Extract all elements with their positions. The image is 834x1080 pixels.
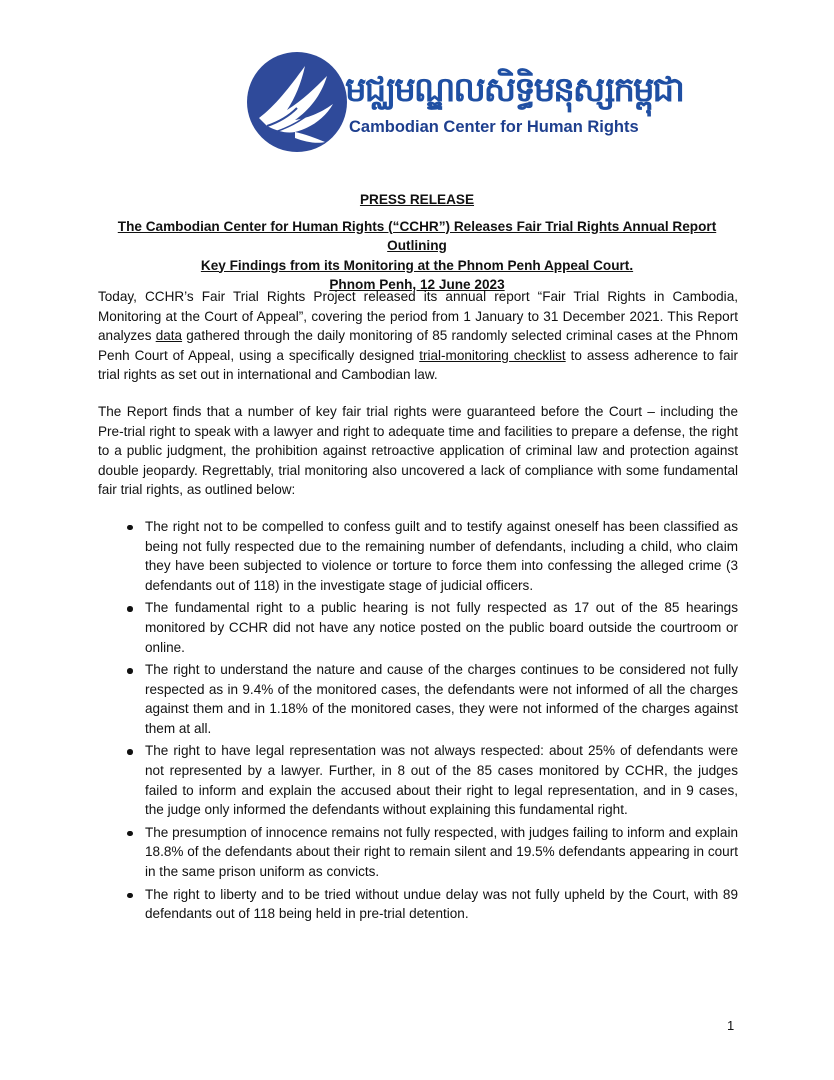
intro-text-2: gathered through the daily monitoring of 85 randomly selected criminal cases at the Phnom Penh Court of Appeal, using a specifically designed (98, 328, 738, 363)
list-item-text: The presumption of innocence remains not fully respected, with judges failing to inform and explain 18.8% of the defendants about their right to remain silent and 19.5% defendants appearing in court in the same prison uniform as convicts. (145, 824, 738, 880)
bullet-icon (127, 606, 133, 612)
list-item (98, 741, 738, 819)
list-item (98, 823, 738, 882)
list-item-text: The right to liberty and to be tried without undue delay was not fully upheld by the Court, with 89 defendants out of 118 being held in pre-trial detention. (145, 886, 738, 922)
list-item (98, 885, 738, 924)
headline-line-1: The Cambodian Center for Human Rights (“CCHR”) Releases Fair Trial Rights Annual Report Outlining (117, 218, 717, 253)
headline-line-2: Key Findings from its Monitoring at the Phnom Penh Appeal Court. (200, 257, 634, 273)
list-item (98, 517, 738, 595)
findings-list (98, 517, 738, 924)
list-item (98, 660, 738, 738)
press-release-body (98, 287, 738, 927)
dove-emblem-icon (245, 48, 349, 156)
data-link[interactable]: data (155, 328, 183, 344)
press-release-header (96, 190, 738, 295)
list-item-text: The fundamental right to a public hearing is not fully respected as 17 out of the 85 hearings monitored by CCHR did not have any notice posted on the public board outside the courtroom or online. (145, 600, 738, 655)
logo-english-name: Cambodian Center for Human Rights (349, 118, 639, 136)
list-item-text: The right to have legal representation was not always respected: about 25% of defendants were not represented by a lawyer. Further, in 8 out of the 85 cases monitored by CCHR, the judges failed to inform and explain the accused about their right to legal representation, and in 9 cases, the judge only informed the defendants without explaining this fundamental right. (145, 743, 738, 818)
page-number: 1 (727, 1018, 735, 1033)
bullet-icon (127, 749, 133, 755)
list-item (98, 598, 738, 657)
press-release-label: PRESS RELEASE (359, 192, 475, 207)
bullet-icon (127, 668, 133, 674)
bullet-icon (127, 525, 133, 531)
list-item-text: The right not to be compelled to confess guilt and to testify against oneself has been classified as being not fully respected due to the remaining number of defendants, including a child, who claim they have been subjected to violence or torture to force them into confessing the alleged crime (3 defendants out of 118) in the investigate stage of judicial officers. (145, 518, 738, 593)
dateline: Phnom Penh, 12 June 2023 (329, 277, 505, 292)
intro-text-1: Today, CCHR’s Fair Trial Rights Project released its annual report “Fair Trial Rights in Cambodia, Monitoring at the Court of Appeal”, covering the period from 1 January to 31 December 2021. This Report analyzes (98, 289, 738, 344)
logo-khmer-name: មជ្ឈមណ្ឌលសិទ្ធិមនុស្សកម្ពុជា (345, 70, 683, 110)
intro-paragraph (98, 287, 738, 385)
bullet-icon (127, 893, 133, 899)
findings-paragraph: The Report finds that a number of key fair trial rights were guaranteed before the Court – including the Pre-trial right to speak with a lawyer and right to adequate time and facilities to prepare a defense, the right to a public judgment, the prohibition against retroactive application of criminal law and protection against double jeopardy. Regrettably, trial monitoring also uncovered a lack of compliance with some fundamental fair trial rights, as outlined below: (98, 403, 738, 498)
list-item-text: The right to understand the nature and cause of the charges continues to be considered not fully respected as in 9.4% of the monitored cases, the defendants were not informed of all the charges against them and in 1.18% of the monitored cases, they were not informed of the charges against them at all. (145, 662, 738, 736)
intro-text-3: to assess adherence to fair trial rights as set out in international and Cambodian law. (98, 347, 738, 383)
checklist-link[interactable]: trial-monitoring checklist (419, 347, 566, 363)
bullet-icon (127, 831, 133, 837)
cchr-logo (245, 48, 683, 158)
